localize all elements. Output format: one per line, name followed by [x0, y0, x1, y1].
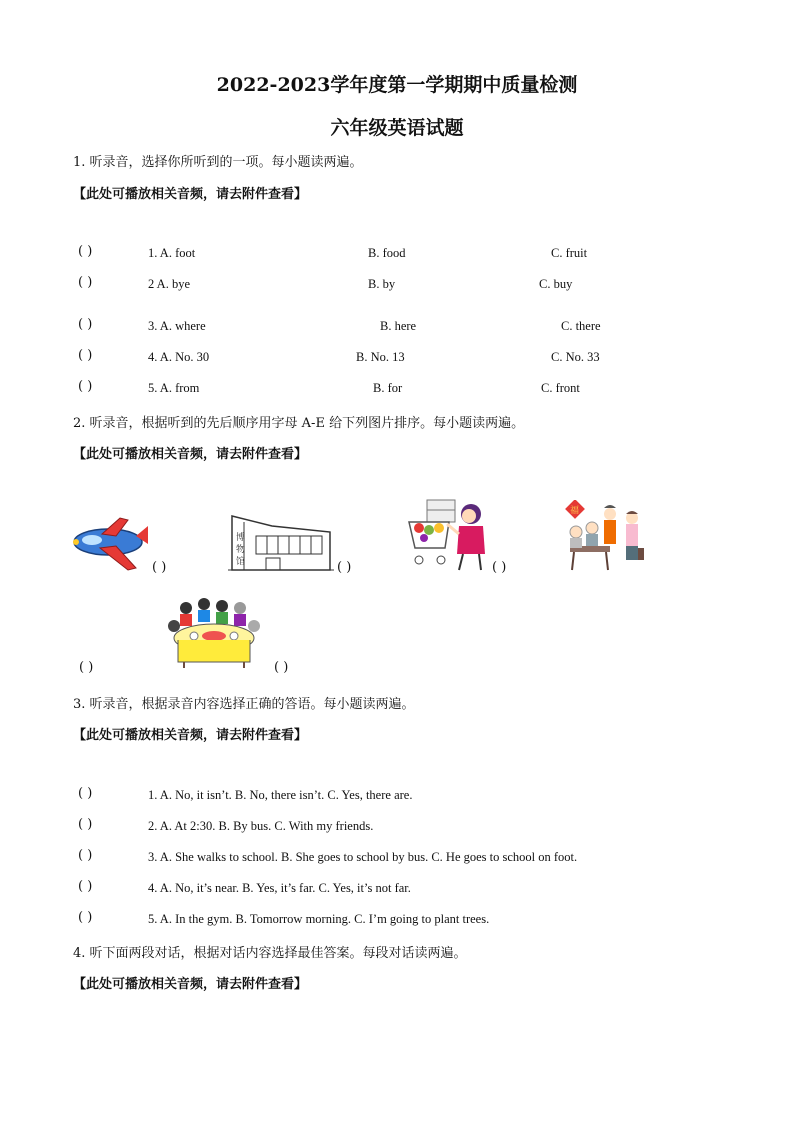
page-subtitle: 六年级英语试题 [330, 117, 464, 139]
museum-sign-char-3: 馆 [236, 557, 246, 567]
museum-sign-char-2: 物 [236, 545, 246, 555]
museum-building-icon [226, 512, 336, 574]
option-b: B. food [368, 246, 406, 260]
section-2-audio-note: 【此处可播放相关音频，请去附件查看】 [73, 447, 308, 462]
section-1-audio-note: 【此处可播放相关音频，请去附件查看】 [73, 187, 308, 202]
answer-blank[interactable]: ( ) [78, 275, 93, 290]
option-c: C. there [561, 319, 601, 333]
answer-blank[interactable]: ( ) [78, 317, 93, 332]
option-b: B. for [373, 381, 403, 395]
answer-blank[interactable]: ( ) [78, 879, 93, 894]
answer-blank[interactable]: ( ) [152, 560, 167, 575]
option-c: C. front [541, 381, 580, 395]
section-4-audio-note: 【此处可播放相关音频，请去附件查看】 [73, 977, 308, 992]
option-a: 2 A. bye [148, 277, 191, 291]
option-b: B. No. 13 [356, 350, 405, 364]
museum-sign-char-1: 博 [236, 533, 246, 543]
section-4-heading: 4. 听下面两段对话，根据对话内容选择最佳答案。每段对话读两遍。 [73, 946, 467, 961]
fu-sign-text: 福 [570, 506, 580, 516]
choices: 3. A. She walks to school. B. She goes to school by bus. C. He goes to school on foot. [148, 850, 578, 864]
choices: 2. A. At 2:30. B. By bus. C. With my friends. [148, 819, 374, 833]
section-3-audio-note: 【此处可播放相关音频，请去附件查看】 [73, 728, 308, 743]
choices: 4. A. No, it’s near. B. Yes, it’s far. C. Yes, it’s not far. [148, 881, 411, 895]
airplane-icon [70, 514, 150, 576]
family-gathering-icon [562, 500, 646, 574]
option-a: 1. A. foot [148, 246, 196, 260]
option-a: 5. A. from [148, 381, 200, 395]
option-b: B. by [368, 277, 396, 291]
option-b: B. here [380, 319, 417, 333]
answer-blank[interactable]: ( ) [78, 848, 93, 863]
section-1-heading: 1. 听录音，选择你所听到的一项。每小题读两遍。 [73, 155, 363, 170]
page-title: 2022-2023学年度第一学期期中质量检测 [216, 74, 578, 96]
answer-blank[interactable]: ( ) [78, 244, 93, 259]
family-dinner-icon [164, 596, 264, 668]
answer-blank[interactable]: ( ) [78, 817, 93, 832]
option-c: C. buy [539, 277, 573, 291]
answer-blank[interactable]: ( ) [274, 660, 289, 675]
option-a: 3. A. where [148, 319, 206, 333]
shopping-girl-icon [405, 498, 491, 574]
answer-blank[interactable]: ( ) [78, 910, 93, 925]
choices: 5. A. In the gym. B. Tomorrow morning. C. I’m going to plant trees. [148, 912, 490, 926]
section-3-heading: 3. 听录音，根据录音内容选择正确的答语。每小题读两遍。 [73, 697, 415, 712]
option-c: C. No. 33 [551, 350, 600, 364]
answer-blank: ( ) [79, 660, 94, 675]
answer-blank[interactable]: ( ) [78, 786, 93, 801]
answer-blank[interactable]: ( ) [337, 560, 352, 575]
answer-blank[interactable]: ( ) [78, 348, 93, 363]
answer-blank[interactable]: ( ) [78, 379, 93, 394]
option-a: 4. A. No. 30 [148, 350, 210, 364]
choices: 1. A. No, it isn’t. B. No, there isn’t. C. Yes, there are. [148, 788, 413, 802]
option-c: C. fruit [551, 246, 588, 260]
answer-blank[interactable]: ( ) [492, 560, 507, 575]
section-2-heading: 2. 听录音，根据听到的先后顺序用字母 A-E 给下列图片排序。每小题读两遍。 [73, 416, 525, 431]
